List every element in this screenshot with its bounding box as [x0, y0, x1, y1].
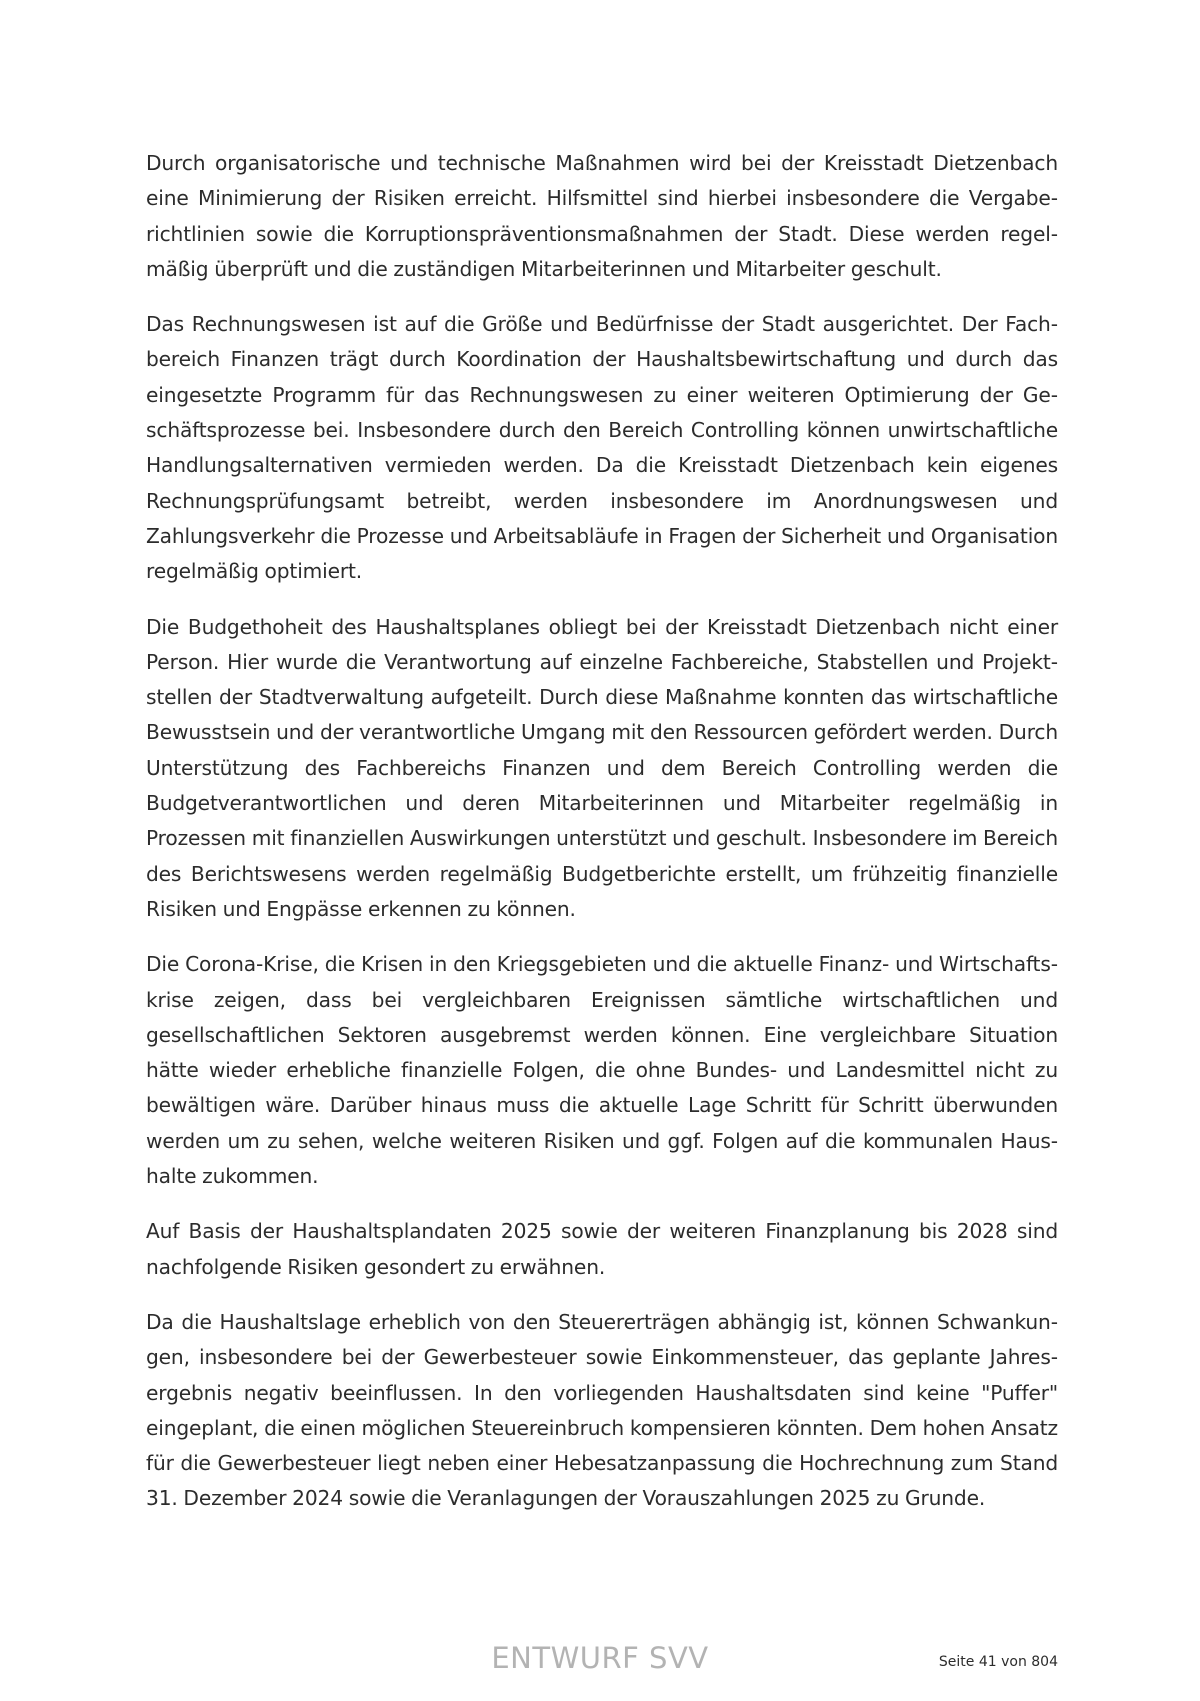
paragraph-accounting: Das Rechnungswesen ist auf die Größe und Bedürfnisse der Stadt ausgerichtet. Der Fachbereich Finanzen trägt durch Koordination der Haushaltsbewirtschaftung und durch das eingesetzte Programm für das Rechnungswesen zu einer weiteren Optimierung der Geschäftsprozesse bei. Insbesondere durch den Bereich Controlling können unwirtschaftliche Handlungsalternativen vermieden werden. Da die Kreisstadt Dietzenbach kein eigenes Rechnungsprüfungsamt betreibt, werden insbesondere im Anordnungswesen und Zahlungsverkehr die Prozesse und Arbeitsabläufe in Fragen der Sicherheit und Organisation regelmäßig optimiert.	[146, 312, 1058, 584]
draft-watermark-label: ENTWURF SVV	[491, 1641, 709, 1675]
paragraph-crisis-impact: Die Corona-Krise, die Krisen in den Kriegsgebieten und die aktuelle Finanz- und Wirtschaftskrise zeigen, dass bei vergleichbaren Ereignissen sämtliche wirtschaftlichen und gesellschaftlichen Sektoren ausgebremst werden können. Eine vergleichbare Situation hätte wieder erhebliche finanzielle Folgen, die ohne Bundes- und Landesmittel nicht zu bewältigen wäre. Darüber hinaus muss die aktuelle Lage Schritt für Schritt überwunden werden um zu sehen, welche weiteren Risiken und ggf. Folgen auf die kommunalen Haushalte zukommen.	[146, 952, 1058, 1189]
paragraph-risk-minimization: Durch organisatorische und technische Maßnahmen wird bei der Kreisstadt Dietzenbach eine Minimierung der Risiken erreicht. Hilfsmittel sind hierbei insbesondere die Vergaberichtlinien sowie die Korruptionspräventionsmaßnahmen der Stadt. Diese werden regelmäßig überprüft und die zuständigen Mitarbeiterinnen und Mitarbeiter geschult.	[146, 151, 1058, 281]
paragraph-planning-basis: Auf Basis der Haushaltsplandaten 2025 sowie der weiteren Finanzplanung bis 2028 sind nachfolgende Risiken gesondert zu erwähnen.	[146, 1219, 1058, 1279]
paragraph-tax-revenue-risk: Da die Haushaltslage erheblich von den Steuererträgen abhängig ist, können Schwankungen, insbesondere bei der Gewerbesteuer sowie Einkommensteuer, das geplante Jahresergebnis negativ beeinflussen. In den vorliegenden Haushaltsdaten sind keine "Puffer" eingeplant, die einen möglichen Steuereinbruch kompensieren könnten. Dem hohen Ansatz für die Gewerbesteuer liegt neben einer Hebesatzanpassung die Hochrechnung zum Stand 31. Dezember 2024 sowie die Veranlagungen der Vorauszahlungen 2025 zu Grunde.	[146, 1309, 1058, 1511]
paragraph-budget-authority: Die Budgethoheit des Haushaltsplanes obliegt bei der Kreisstadt Dietzenbach nicht einer Person. Hier wurde die Verantwortung auf einzelne Fachbereiche, Stabstellen und Projektstellen der Stadtverwaltung aufgeteilt. Durch diese Maßnahme konnten das wirtschaftliche Bewusstsein und der verantwortliche Umgang mit den Ressourcen gefördert werden. Durch Unterstützung des Fachbereichs Finanzen und dem Bereich Controlling werden die Budgetverantwortlichen und deren Mitarbeiterinnen und Mitarbeiter regelmäßig in Prozessen mit finanziellen Auswirkungen unterstützt und geschult. Insbesondere im Bereich des Berichtswesens werden regelmäßig Budgetberichte erstellt, um frühzeitig finanzielle Risiken und Engpässe erkennen zu können.	[146, 614, 1059, 921]
document-body	[146, 146, 1058, 1537]
page-number: Seite 41 von 804	[938, 1654, 1058, 1670]
